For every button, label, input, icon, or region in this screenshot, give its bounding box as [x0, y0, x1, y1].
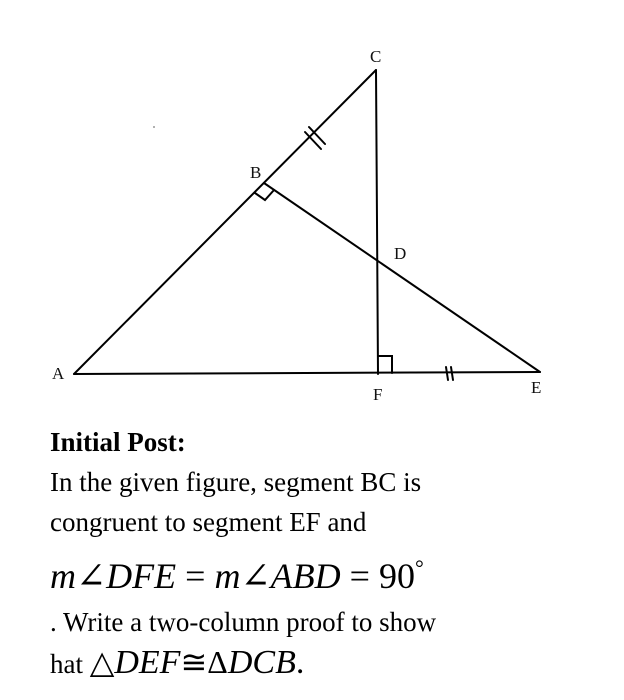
eq-m-2: m	[214, 556, 241, 596]
label-point-d: D	[394, 244, 407, 263]
problem-line-4: . Write a two-column proof to show	[50, 607, 437, 637]
label-point-e: E	[531, 378, 542, 397]
label-point-f: F	[373, 385, 383, 404]
segment-ae	[74, 372, 540, 374]
final-period: .	[295, 644, 305, 681]
eq-equals-2: =	[349, 556, 370, 596]
segment-cf	[376, 70, 378, 374]
tick-mark-ef-2	[451, 367, 453, 380]
right-angle-mark-b	[255, 190, 274, 200]
problem-line-5	[50, 642, 610, 684]
triangle-dcb: DCB	[227, 644, 296, 681]
triangle-def: DEF	[114, 644, 181, 681]
line5-prefix: hat	[50, 649, 90, 679]
label-point-c: C	[370, 47, 382, 66]
problem-line-2: congruent to segment EF and	[50, 507, 367, 537]
angle-symbol-1: ∠	[76, 556, 107, 596]
triangle-symbol: △	[89, 644, 115, 680]
segment-ac	[74, 70, 376, 374]
congruent-symbol: ≅	[180, 644, 208, 680]
eq-m-1: m	[50, 556, 76, 596]
angle-equation	[50, 542, 610, 602]
post-heading: Initial Post:	[50, 427, 186, 457]
label-point-b: B	[250, 163, 262, 182]
degree-symbol: °	[414, 555, 424, 580]
problem-line-1: In the given figure, segment BC is	[50, 467, 422, 497]
angle-symbol-2: ∠	[240, 556, 271, 596]
eq-angle-abd: ABD	[270, 556, 341, 596]
eq-equals-1: =	[185, 556, 206, 596]
tick-mark-ef-1	[446, 367, 448, 380]
delta-symbol: Δ	[207, 644, 228, 680]
label-point-a: A	[52, 364, 65, 383]
stray-dot	[153, 126, 155, 128]
eq-angle-dfe: DFE	[106, 556, 177, 596]
post-text	[50, 422, 610, 684]
segment-be	[264, 183, 540, 372]
right-angle-mark-f	[378, 356, 392, 373]
eq-value: 90	[378, 556, 415, 596]
